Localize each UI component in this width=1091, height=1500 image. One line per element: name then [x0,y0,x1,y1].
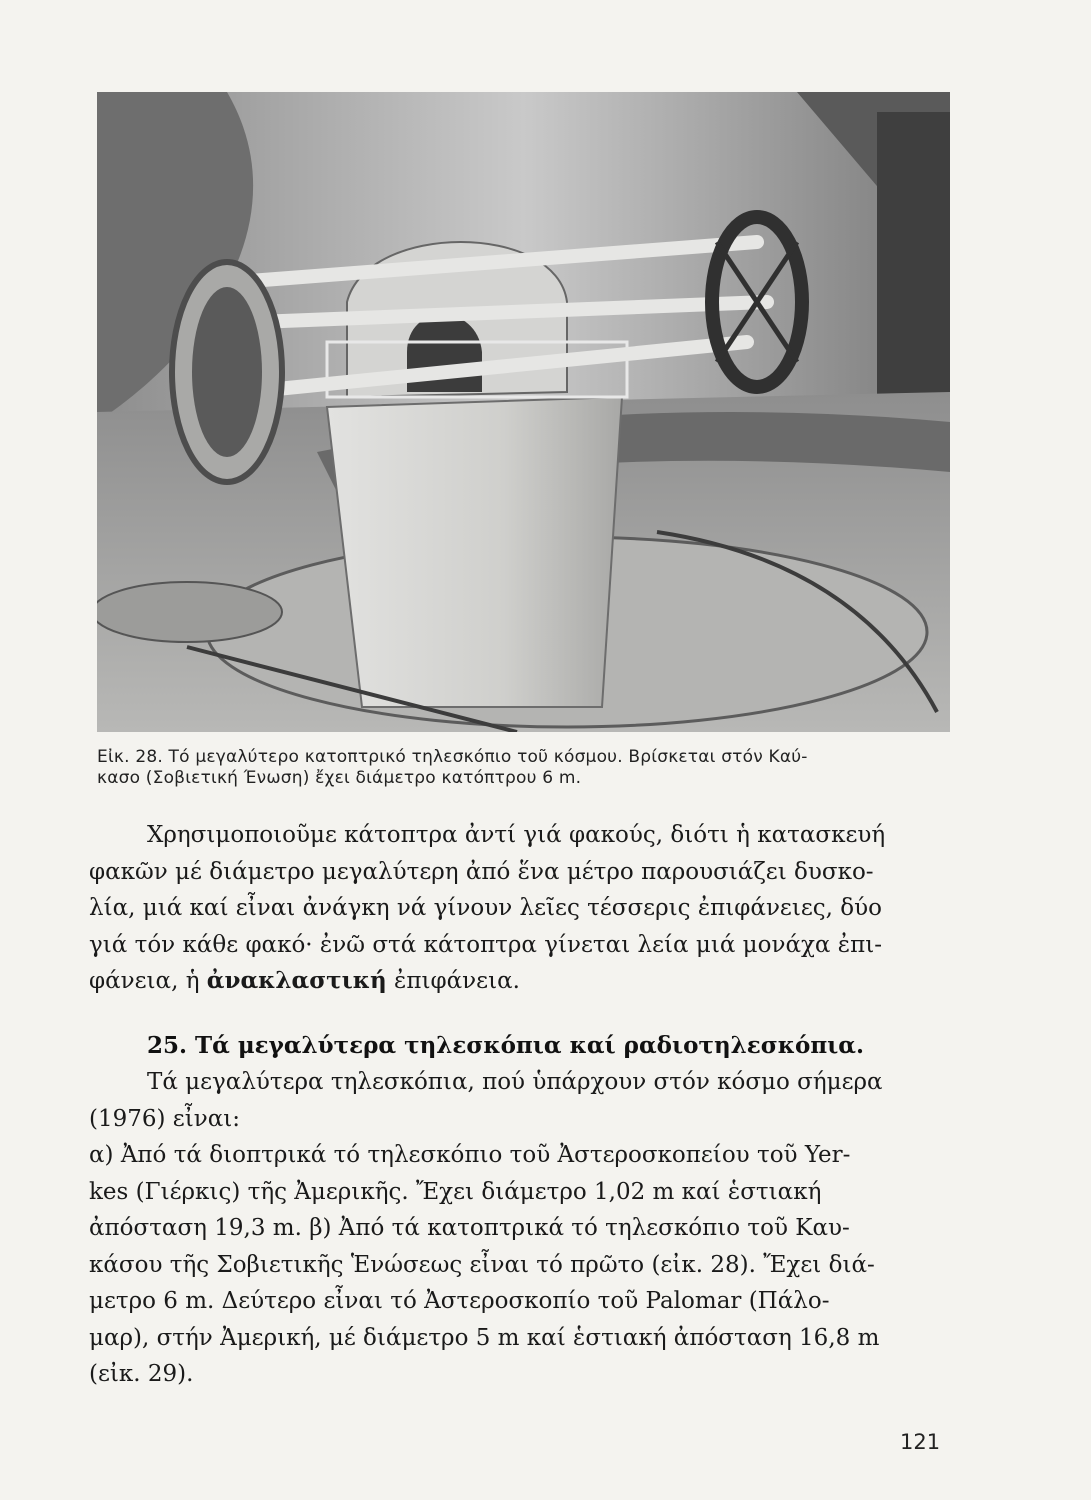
text-line: γιά τόν κάθε φακό· ἐνῶ στά κάτοπτρα γίνεται λεία μιά μονάχα ἐπι- [89,931,883,958]
paragraph-mirrors [89,817,959,1000]
text-line: λία, μιά καί εἶναι ἀνάγκη νά γίνουν λεῖες τέσσερις ἐπιφάνειες, δύο [89,895,882,921]
text-line: κάσου τῆς Σοβιετικῆς Ἑνώσεως εἶναι τό πρῶτο (εἰκ. 28). Ἔχει διά- [89,1251,875,1278]
caption-line: Εἰκ. 28. Τό μεγαλύτερο κατοπτρικό τηλεσκόπιο τοῦ κόσμου. Βρίσκεται στόν Καύ- [97,747,808,767]
text-line: μετρο 6 m. Δεύτερο εἶναι τό Ἀστεροσκοπίο τοῦ Palomar (Πάλο- [89,1288,830,1314]
text-line: Τά μεγαλύτερα τηλεσκόπια, πού ὑπάρχουν στόν κόσμο σήμερα [147,1069,883,1095]
telescope-illustration [97,92,950,732]
paragraph-largest-telescopes [89,1064,959,1393]
bold-term: ἀνακλαστική [206,967,387,994]
section-heading: 25. Τά μεγαλύτερα τηλεσκόπια καί ραδιοτηλεσκόπια. [147,1032,864,1059]
text-line: ἀπόσταση 19,3 m. β) Ἀπό τά κατοπτρικά τό τηλεσκόπιο τοῦ Καυ- [89,1215,850,1241]
figure-caption [97,747,957,789]
text-segment: φάνεια, ἡ [89,968,207,994]
text-line: Χρησιμοποιοῦμε κάτοπτρα ἀντί γιά φακούς, διότι ἡ κατασκευή [147,822,886,848]
text-line: α) Ἀπό τά διοπτρικά τό τηλεσκόπιο τοῦ Ἀστεροσκοπείου τοῦ Yer- [89,1142,851,1168]
text-line [89,963,959,1000]
text-line: φακῶν μέ διάμετρο μεγαλύτερη ἀπό ἕνα μέτρο παρουσιάζει δυσκο- [89,858,874,885]
text-line: (εἰκ. 29). [89,1361,194,1387]
caption-line: κασο (Σοβιετική Ένωση) ἔχει διάμετρο κατόπτρου 6 m. [97,768,582,788]
page-number: 121 [900,1430,941,1454]
text-line: kes (Γιέρκις) τῆς Ἀμερικῆς. Ἔχει διάμετρο 1,02 m καί ἑστιακή [89,1178,822,1205]
text-line: μαρ), στήν Ἀμερική, μέ διάμετρο 5 m καί ἑστιακή ἀπόσταση 16,8 m [89,1324,880,1351]
text-segment: ἐπιφάνεια. [386,968,520,994]
telescope-photo [97,92,950,732]
text-line: (1976) εἶναι: [89,1105,241,1132]
